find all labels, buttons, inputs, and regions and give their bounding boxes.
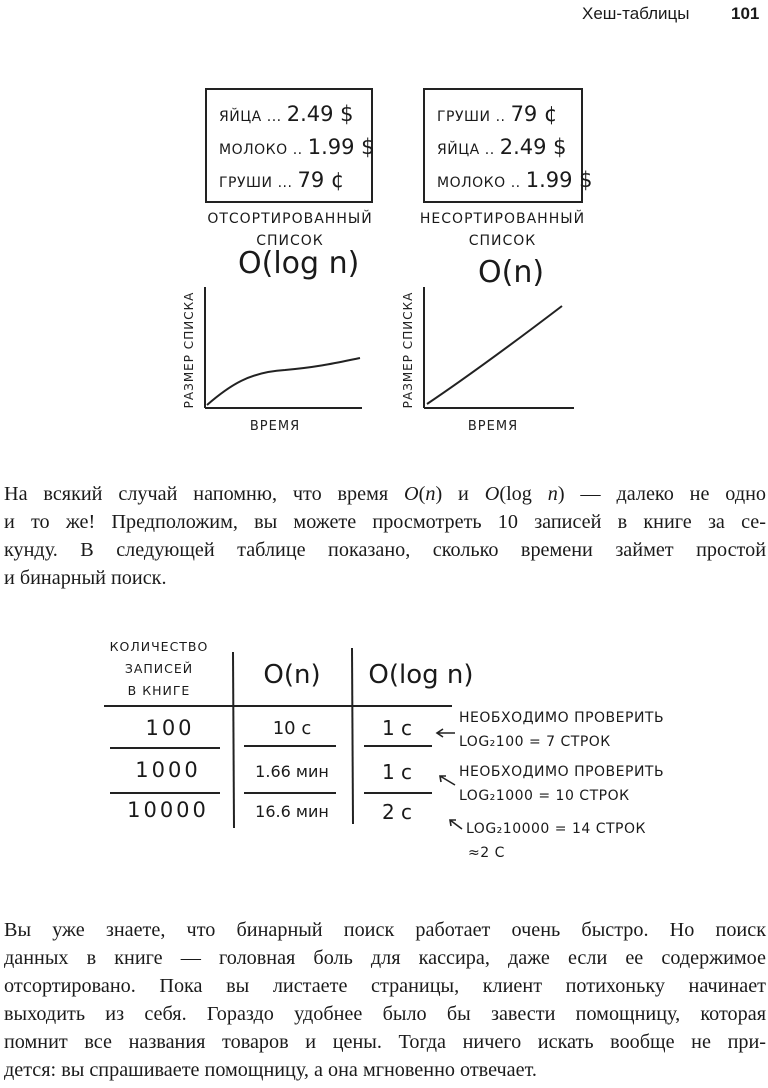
chart-n — [401, 287, 574, 434]
chart-xlabel: ВРЕМЯ — [467, 419, 519, 434]
table-header-records: КОЛИЧЕСТВО ЗАПИСЕЙ В КНИГЕ — [109, 639, 209, 698]
math-variable: O — [484, 483, 500, 505]
complexity-n: O(n) — [478, 255, 545, 290]
item-name: ЯЙЦА — [219, 109, 262, 125]
text-line: помнит все названия товаров и цены. Тогда ничего искать вообще не при- — [4, 1031, 766, 1053]
table-cell-linear: 10 c — [272, 718, 312, 739]
table-divider — [352, 648, 353, 824]
page-number: 101 — [731, 4, 760, 23]
table-cell-records: 100 — [145, 716, 195, 740]
linear-curve — [427, 306, 562, 404]
table-cell-linear: 1.66 мин — [255, 762, 329, 781]
text-line: На всякий случай напомню, что время O(n) и O(log n) — далеко не одно — [4, 483, 766, 505]
table-divider — [233, 652, 234, 828]
table-cell-binary: 1 c — [381, 760, 413, 784]
text-line: выходить из себя. Гораздо удобнее было бы завести помощницу, которая — [4, 1003, 766, 1025]
arrow-icon — [440, 776, 455, 785]
chart-xlabel: ВРЕМЯ — [249, 419, 301, 434]
price-line: ЯЙЦА ... 2.49 $ — [219, 102, 354, 126]
item-name: МОЛОКО — [437, 175, 506, 191]
price-line: ГРУШИ ... 79 ¢ — [219, 168, 345, 192]
sorted-list-caption: ОТСОРТИРОВАННЫЙ СПИСОК — [207, 211, 373, 249]
item-price: 79 ¢ — [510, 102, 558, 126]
item-price: 2.49 $ — [286, 102, 354, 126]
price-line: МОЛОКО .. 1.99 $ — [437, 168, 593, 192]
item-name: ГРУШИ — [219, 175, 273, 191]
text-line: отсортировано. Пока вы листаете страницы, клиент потихоньку начинает — [4, 975, 766, 997]
table-cell-linear: 16.6 мин — [255, 802, 329, 821]
item-price: 2.49 $ — [499, 135, 567, 159]
item-name: МОЛОКО — [219, 142, 288, 158]
table-header-linear: O(n) — [263, 660, 321, 690]
math-variable: n — [547, 483, 558, 505]
item-price: 1.99 $ — [307, 135, 375, 159]
text-line: и бинарный поиск. — [4, 567, 167, 589]
item-price: 1.99 $ — [525, 168, 593, 192]
arrow-icon — [450, 820, 462, 829]
text-line: данных в книге — головная боль для кассира, даже если ее содержимое — [4, 947, 766, 969]
table-note: LOG₂10000 = 14 СТРОК ≈2 С — [466, 821, 646, 861]
table-cell-records: 10000 — [127, 798, 209, 822]
arrow-icon — [437, 729, 455, 737]
chart-log-n — [182, 287, 362, 434]
running-header-title: Хеш-таблицы — [582, 4, 690, 23]
table-note: НЕОБХОДИМО ПРОВЕРИТЬ LOG₂1000 = 10 СТРОК — [459, 764, 665, 804]
item-price: 79 ¢ — [297, 168, 345, 192]
price-line: МОЛОКО .. 1.99 $ — [219, 135, 375, 159]
text-line: дется: вы спрашиваете помощницу, а она мгновенно отвечает. — [4, 1059, 537, 1081]
table-note: НЕОБХОДИМО ПРОВЕРИТЬ LOG₂100 = 7 СТРОК — [459, 710, 665, 750]
text-line: Вы уже знаете, что бинарный поиск работает очень быстро. Но поиск — [4, 919, 766, 941]
text-line: и то же! Предположим, вы можете просмотреть 10 записей в книге за се- — [4, 511, 766, 533]
table-cell-binary: 2 c — [381, 800, 413, 824]
item-name: ГРУШИ — [437, 109, 491, 125]
table-header-binary: O(log n) — [368, 660, 474, 690]
price-line: ЯЙЦА .. 2.49 $ — [437, 135, 567, 159]
complexity-log-n: O(log n) — [238, 246, 360, 281]
price-line: ГРУШИ .. 79 ¢ — [437, 102, 558, 126]
math-variable: O — [404, 483, 419, 505]
unsorted-list-caption: НЕСОРТИРОВАННЫЙ СПИСОК — [419, 211, 586, 249]
chart-ylabel: РАЗМЕР СПИСКА — [182, 291, 196, 409]
table-cell-binary: 1 c — [381, 716, 413, 740]
math-variable: n — [425, 483, 436, 505]
body-paragraph-2 — [4, 916, 766, 1084]
text-line: кунду. В следующей таблице показано, сколько времени займет простой — [4, 539, 766, 561]
chart-ylabel: РАЗМЕР СПИСКА — [401, 291, 415, 409]
body-paragraph-1 — [4, 480, 766, 592]
table-cell-records: 1000 — [135, 758, 201, 782]
item-name: ЯЙЦА — [437, 142, 480, 158]
log-curve — [207, 358, 360, 405]
